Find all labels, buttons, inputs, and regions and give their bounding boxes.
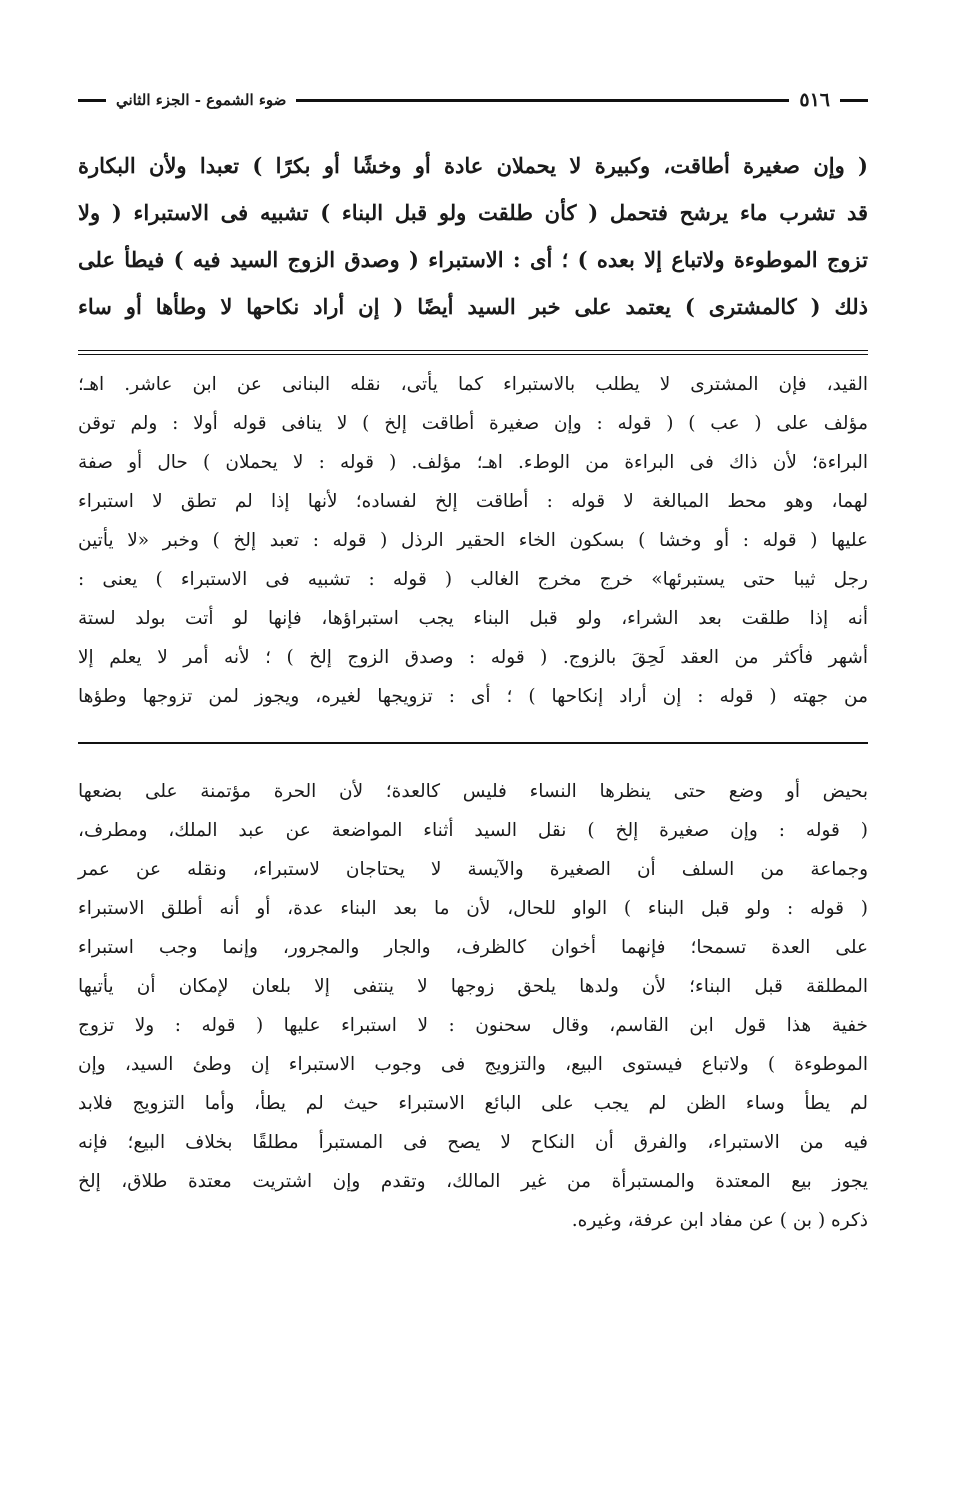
commentary-line: أشهر فأكثر من العقد لَحِقَ بالزوج. ( قوله : وصدق الزوج إلخ ) ؛ لأنه أمر لا يعلم إلا — [78, 647, 868, 668]
gloss-line: ( قوله : وإن صغيرة إلخ ) نقل السيد أثناء المواضعة عن عبد الملك، ومطرف، — [78, 820, 868, 841]
gloss-line: بحيض أو وضع حتى ينظرها النساء فليس كالعدة؛ لأن الحرة مؤتمنة على بضعها — [78, 781, 868, 802]
page-number: ٥١٦ — [799, 89, 830, 111]
header-rule — [296, 99, 789, 102]
gloss-line: ذكره ( بن ) عن مفاد ابن عرفة، وغيره. — [571, 1210, 868, 1231]
commentary-line: لهما، وهو محط المبالغة لا قوله : أطاقت إلخ لفساده؛ لأنها إذا لم تطق لا استبراء — [78, 491, 868, 512]
gloss-line: الموطوءة ) ولاتباع فيستوى البيع، والتزويج فى وجوب الاستبراء إن وطئ السيد، وإن — [78, 1054, 868, 1075]
gloss-line: ( قوله : ولو قبل البناء ) الواو للحال، لأن ما بعد البناء عدة، أو أنه أطلق الاستبراء — [78, 898, 868, 919]
header-dash — [78, 99, 106, 102]
main-text-line: قد تشرب ماء يرشح فتحمل ( كأن طلقت ولو قبل البناء ) تشبيه فى الاستبراء ( ولا — [78, 200, 868, 225]
gloss-line: على العدة تسمحا؛ فإنهما أخوان كالظرف، والجار والمجرور، وإنما وجب استبراء — [78, 937, 868, 958]
gloss-line: لم يطأ وساء الظن لم يجب على البائع الاستبراء حيث لم يطأ، وأما التزويج فلابد — [78, 1093, 868, 1114]
commentary-line: مؤلف على ( عب ) ( قوله : وإن صغيرة أطاقت إلخ ) لا ينافى قوله أولا : ولم توقن — [78, 413, 868, 434]
commentary — [78, 365, 868, 716]
header-dash — [840, 99, 868, 102]
gloss-line: فيه من الاستبراء، والفرق أن النكاح لا يصح فى المستبرأ مطلقًا بخلاف البيع؛ فإنه — [78, 1132, 868, 1153]
main-text-line: تزوج الموطوءة ولاتباع إلا بعده ) ؛ أى : الاستبراء ( وصدق الزوج السيد فيه ) فيطأ على — [78, 247, 868, 272]
commentary-line: عليها ( قوله : أو وخشا ) بسكون الخاء الحقير الرذل ( قوله : تعبد إلخ ) وخبر «لا يأتين — [78, 530, 868, 551]
commentary-line: أنه إذا طلقت بعد الشراء، ولو قبل البناء يجب استبراؤها، فإنها لو أتت بولد لستة — [78, 608, 868, 629]
divider — [78, 742, 868, 744]
commentary-line: القيد، فإن المشترى لا يطلب بالاستبراء كما يأتى، نقله البنانى عن ابن عاشر. اهـ؛ — [78, 374, 868, 395]
gloss — [78, 772, 868, 1240]
gloss-line: يجوز بيع المعتدة والمستبرأة من غير المالك، وتقدم وإن اشتريت معتدة طلاق، إلخ — [78, 1171, 868, 1192]
gloss-line: خفية هذا قول ابن القاسم، وقال سحنون : لا استبراء عليها ( قوله : ولا تزوج — [78, 1015, 868, 1036]
running-header — [78, 80, 868, 120]
gloss-line: المطلقة قبل البناء؛ لأن ولدها يلحق زوجها لا ينتفى إلا بلعان لإمكان أن يأتيها — [78, 976, 868, 997]
gloss-line: وجماعة من السلف أن الصغيرة والآيسة لا يحتاجان لاستبراء، ونقله عن عمر — [78, 859, 868, 880]
running-title: ضوء الشموع - الجزء الثاني — [116, 91, 287, 109]
main-text-line: ذلك ( كالمشترى ) يعتمد على خبر السيد أيضًا ( إن أراد نكاحها لا وطأها أو ساء — [78, 294, 868, 319]
main-text — [78, 142, 868, 330]
main-text-line: ( وإن صغيرة أطاقت، وكبيرة لا يحملان عادة أو وخشًا أو بكرًا ) تعبدا ولأن البكارة — [78, 153, 868, 178]
commentary-line: البراءة؛ لأن ذاك فى البراءة من الوطء. اهـ؛ مؤلف. ( قوله : لا يحملان ) حال أو صفة — [78, 452, 868, 473]
double-divider — [78, 350, 868, 355]
commentary-line: رجل ثيبا حتى يستبرئها» خرج مخرج الغالب ( قوله : تشبيه فى الاستبراء ) يعنى : — [78, 569, 868, 590]
book-page — [78, 80, 868, 1240]
commentary-line: من جهته ( قوله : إن أراد إنكاحها ) ؛ أى : تزويجها لغيره، ويجوز لمن تزوجها وطؤها — [78, 686, 868, 707]
